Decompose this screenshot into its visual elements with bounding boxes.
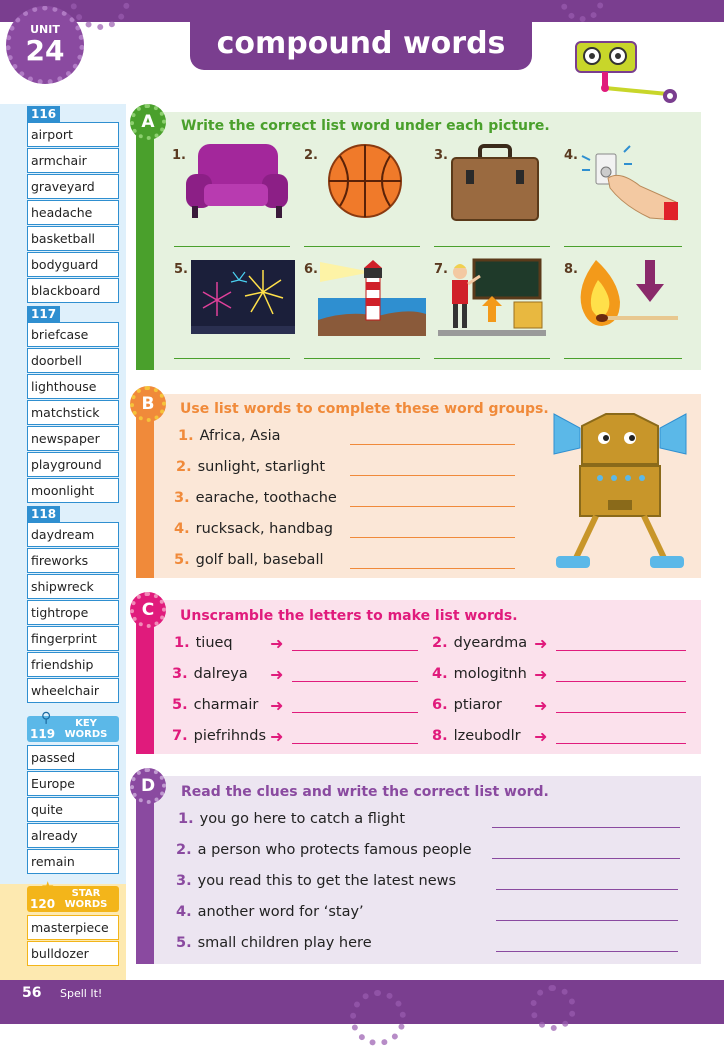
- list-word: newspaper: [27, 426, 119, 451]
- answer-line[interactable]: [292, 743, 418, 744]
- word-group-item: [178, 428, 281, 444]
- item-text: you read this to get the latest news: [197, 873, 457, 889]
- clue-item: [176, 842, 472, 858]
- key-word: remain: [27, 849, 119, 874]
- scrambled-item: [432, 697, 502, 713]
- list-word: doorbell: [27, 348, 119, 373]
- arrow-right-icon: ➜: [270, 634, 284, 653]
- answer-line[interactable]: [350, 537, 515, 538]
- scrambled-item: [172, 728, 266, 744]
- picture-number: 3.: [434, 148, 448, 163]
- scrambled-item: [432, 728, 521, 744]
- page-title: compound words: [190, 20, 532, 70]
- answer-line[interactable]: [496, 889, 678, 890]
- unit-number: 24: [25, 34, 65, 67]
- item-number: 5.: [172, 697, 188, 713]
- item-number: 2.: [176, 842, 192, 858]
- answer-line[interactable]: [350, 506, 515, 507]
- item-text: mologitnh: [453, 666, 527, 682]
- clue-item: [176, 904, 364, 920]
- item-text: piefrihnds: [193, 728, 266, 744]
- star-icon: ★: [41, 878, 55, 896]
- item-text: small children play here: [197, 935, 372, 951]
- key-word: already: [27, 823, 119, 848]
- item-text: dyeardma: [453, 635, 528, 651]
- list-word: matchstick: [27, 400, 119, 425]
- item-text: charmair: [193, 697, 259, 713]
- list-word: headache: [27, 200, 119, 225]
- item-text: tiueq: [195, 635, 233, 651]
- item-number: 8.: [432, 728, 448, 744]
- item-text: sunlight, starlight: [197, 459, 326, 475]
- picture-number: 8.: [564, 262, 578, 277]
- word-group-item: [174, 521, 333, 537]
- star-words-label-line1: STAR: [71, 888, 101, 899]
- list-word: basketball: [27, 226, 119, 251]
- answer-line[interactable]: [556, 743, 686, 744]
- arrow-right-icon: ➜: [270, 727, 284, 746]
- unit-badge: [6, 6, 84, 84]
- list-number-118: 118: [27, 506, 60, 522]
- key-words-label-line2: WORDS: [64, 729, 108, 740]
- key-word: Europe: [27, 771, 119, 796]
- star-word: bulldozer: [27, 941, 119, 966]
- list-word: armchair: [27, 148, 119, 173]
- answer-line[interactable]: [492, 827, 680, 828]
- answer-line[interactable]: [556, 681, 686, 682]
- book-title: Spell It!: [60, 987, 103, 1000]
- clue-item: [176, 873, 456, 889]
- item-text: you go here to catch a flight: [199, 811, 406, 827]
- picture-number: 5.: [174, 262, 188, 277]
- item-number: 1.: [174, 635, 190, 651]
- gear-decoration: [530, 985, 576, 1031]
- clue-item: [176, 935, 372, 951]
- item-number: 5.: [174, 552, 190, 568]
- list-number-116: 116: [27, 106, 60, 122]
- key-word: passed: [27, 745, 119, 770]
- arrow-right-icon: ➜: [534, 727, 548, 746]
- scrambled-item: [172, 697, 258, 713]
- answer-line[interactable]: [434, 246, 550, 247]
- basketball-picture: [326, 142, 404, 220]
- section-d-strip: [136, 776, 154, 964]
- item-number: 3.: [176, 873, 192, 889]
- answer-line[interactable]: [292, 681, 418, 682]
- star-word: masterpiece: [27, 915, 119, 940]
- list-number-117: 117: [27, 306, 60, 322]
- scrambled-item: [432, 635, 527, 651]
- list-word: fireworks: [27, 548, 119, 573]
- word-group-item: [176, 459, 325, 475]
- answer-line[interactable]: [556, 712, 686, 713]
- answer-line[interactable]: [556, 650, 686, 651]
- list-word: friendship: [27, 652, 119, 677]
- picture-number: 1.: [172, 148, 186, 163]
- armchair-picture: [184, 140, 290, 222]
- picture-number: 7.: [434, 262, 448, 277]
- item-number: 1.: [178, 811, 194, 827]
- star-words-header: [27, 878, 119, 912]
- item-number: 4.: [176, 904, 192, 920]
- arrow-right-icon: ➜: [270, 665, 284, 684]
- item-text: another word for ‘stay’: [197, 904, 364, 920]
- key-words-header: [27, 710, 119, 742]
- answer-line[interactable]: [350, 568, 515, 569]
- item-number: 2.: [432, 635, 448, 651]
- blackboard-picture: [438, 258, 546, 336]
- answer-line[interactable]: [174, 246, 290, 247]
- list-word: shipwreck: [27, 574, 119, 599]
- item-text: earache, toothache: [195, 490, 337, 506]
- list-word: lighthouse: [27, 374, 119, 399]
- answer-line[interactable]: [350, 444, 515, 445]
- key-word: quite: [27, 797, 119, 822]
- unit-label: UNIT: [30, 23, 60, 36]
- list-word: daydream: [27, 522, 119, 547]
- section-a-strip: [136, 112, 154, 370]
- list-word: briefcase: [27, 322, 119, 347]
- answer-line[interactable]: [292, 650, 418, 651]
- answer-line[interactable]: [292, 712, 418, 713]
- item-number: 3.: [174, 490, 190, 506]
- clue-item: [178, 811, 405, 827]
- answer-line[interactable]: [174, 358, 290, 359]
- picture-number: 6.: [304, 262, 318, 277]
- list-number-120: 120: [30, 897, 56, 911]
- word-group-item: [174, 490, 337, 506]
- item-number: 5.: [176, 935, 192, 951]
- doorbell-picture: [580, 142, 680, 222]
- list-word: moonlight: [27, 478, 119, 503]
- item-number: 6.: [432, 697, 448, 713]
- list-word: fingerprint: [27, 626, 119, 651]
- picture-number: 4.: [564, 148, 578, 163]
- answer-line[interactable]: [434, 358, 550, 359]
- section-d-badge: D: [130, 768, 166, 804]
- briefcase-picture: [450, 144, 540, 222]
- arrow-right-icon: ➜: [270, 696, 284, 715]
- answer-line[interactable]: [496, 951, 678, 952]
- section-d-instruction: Read the clues and write the correct list word.: [181, 784, 549, 800]
- answer-line[interactable]: [350, 475, 515, 476]
- section-a-badge: A: [130, 104, 166, 140]
- list-word: airport: [27, 122, 119, 147]
- answer-line[interactable]: [564, 246, 682, 247]
- list-word: playground: [27, 452, 119, 477]
- page-number: 56: [22, 985, 42, 1001]
- gear-decoration: [350, 990, 406, 1046]
- robot-illustration: [552, 408, 688, 578]
- arrow-right-icon: ➜: [534, 634, 548, 653]
- list-word: wheelchair: [27, 678, 119, 703]
- item-number: 4.: [432, 666, 448, 682]
- section-a-instruction: Write the correct list word under each picture.: [181, 118, 550, 134]
- item-text: rucksack, handbag: [195, 521, 333, 537]
- section-b-instruction: Use list words to complete these word groups.: [180, 401, 549, 417]
- item-number: 2.: [176, 459, 192, 475]
- item-text: lzeubodlr: [453, 728, 521, 744]
- answer-line[interactable]: [304, 246, 420, 247]
- section-c-instruction: Unscramble the letters to make list words.: [180, 608, 518, 624]
- item-text: ptiaror: [453, 697, 502, 713]
- list-word: tightrope: [27, 600, 119, 625]
- item-number: 3.: [172, 666, 188, 682]
- answer-line[interactable]: [492, 858, 680, 859]
- section-c-badge: C: [130, 592, 166, 628]
- list-word: graveyard: [27, 174, 119, 199]
- key-icon: ⚲: [41, 710, 52, 726]
- word-group-item: [174, 552, 324, 568]
- item-text: Africa, Asia: [199, 428, 281, 444]
- answer-line[interactable]: [304, 358, 420, 359]
- item-number: 1.: [178, 428, 194, 444]
- list-word: blackboard: [27, 278, 119, 303]
- list-word: bodyguard: [27, 252, 119, 277]
- robot-head-illustration: [568, 36, 688, 110]
- scrambled-item: [432, 666, 527, 682]
- item-text: dalreya: [193, 666, 248, 682]
- item-text: golf ball, baseball: [195, 552, 324, 568]
- key-words-label-line1: KEY: [75, 718, 97, 729]
- item-number: 4.: [174, 521, 190, 537]
- picture-number: 2.: [304, 148, 318, 163]
- section-b-badge: B: [130, 386, 166, 422]
- item-text: a person who protects famous people: [197, 842, 472, 858]
- list-number-119: 119: [30, 727, 56, 741]
- answer-line[interactable]: [496, 920, 678, 921]
- lighthouse-picture: [318, 258, 426, 336]
- scrambled-item: [172, 666, 248, 682]
- star-words-label-line2: WORDS: [64, 899, 108, 910]
- matchstick-picture: [572, 256, 680, 334]
- scrambled-item: [174, 635, 233, 651]
- item-number: 7.: [172, 728, 188, 744]
- fireworks-picture: [191, 260, 295, 334]
- arrow-right-icon: ➜: [534, 696, 548, 715]
- arrow-right-icon: ➜: [534, 665, 548, 684]
- answer-line[interactable]: [564, 358, 682, 359]
